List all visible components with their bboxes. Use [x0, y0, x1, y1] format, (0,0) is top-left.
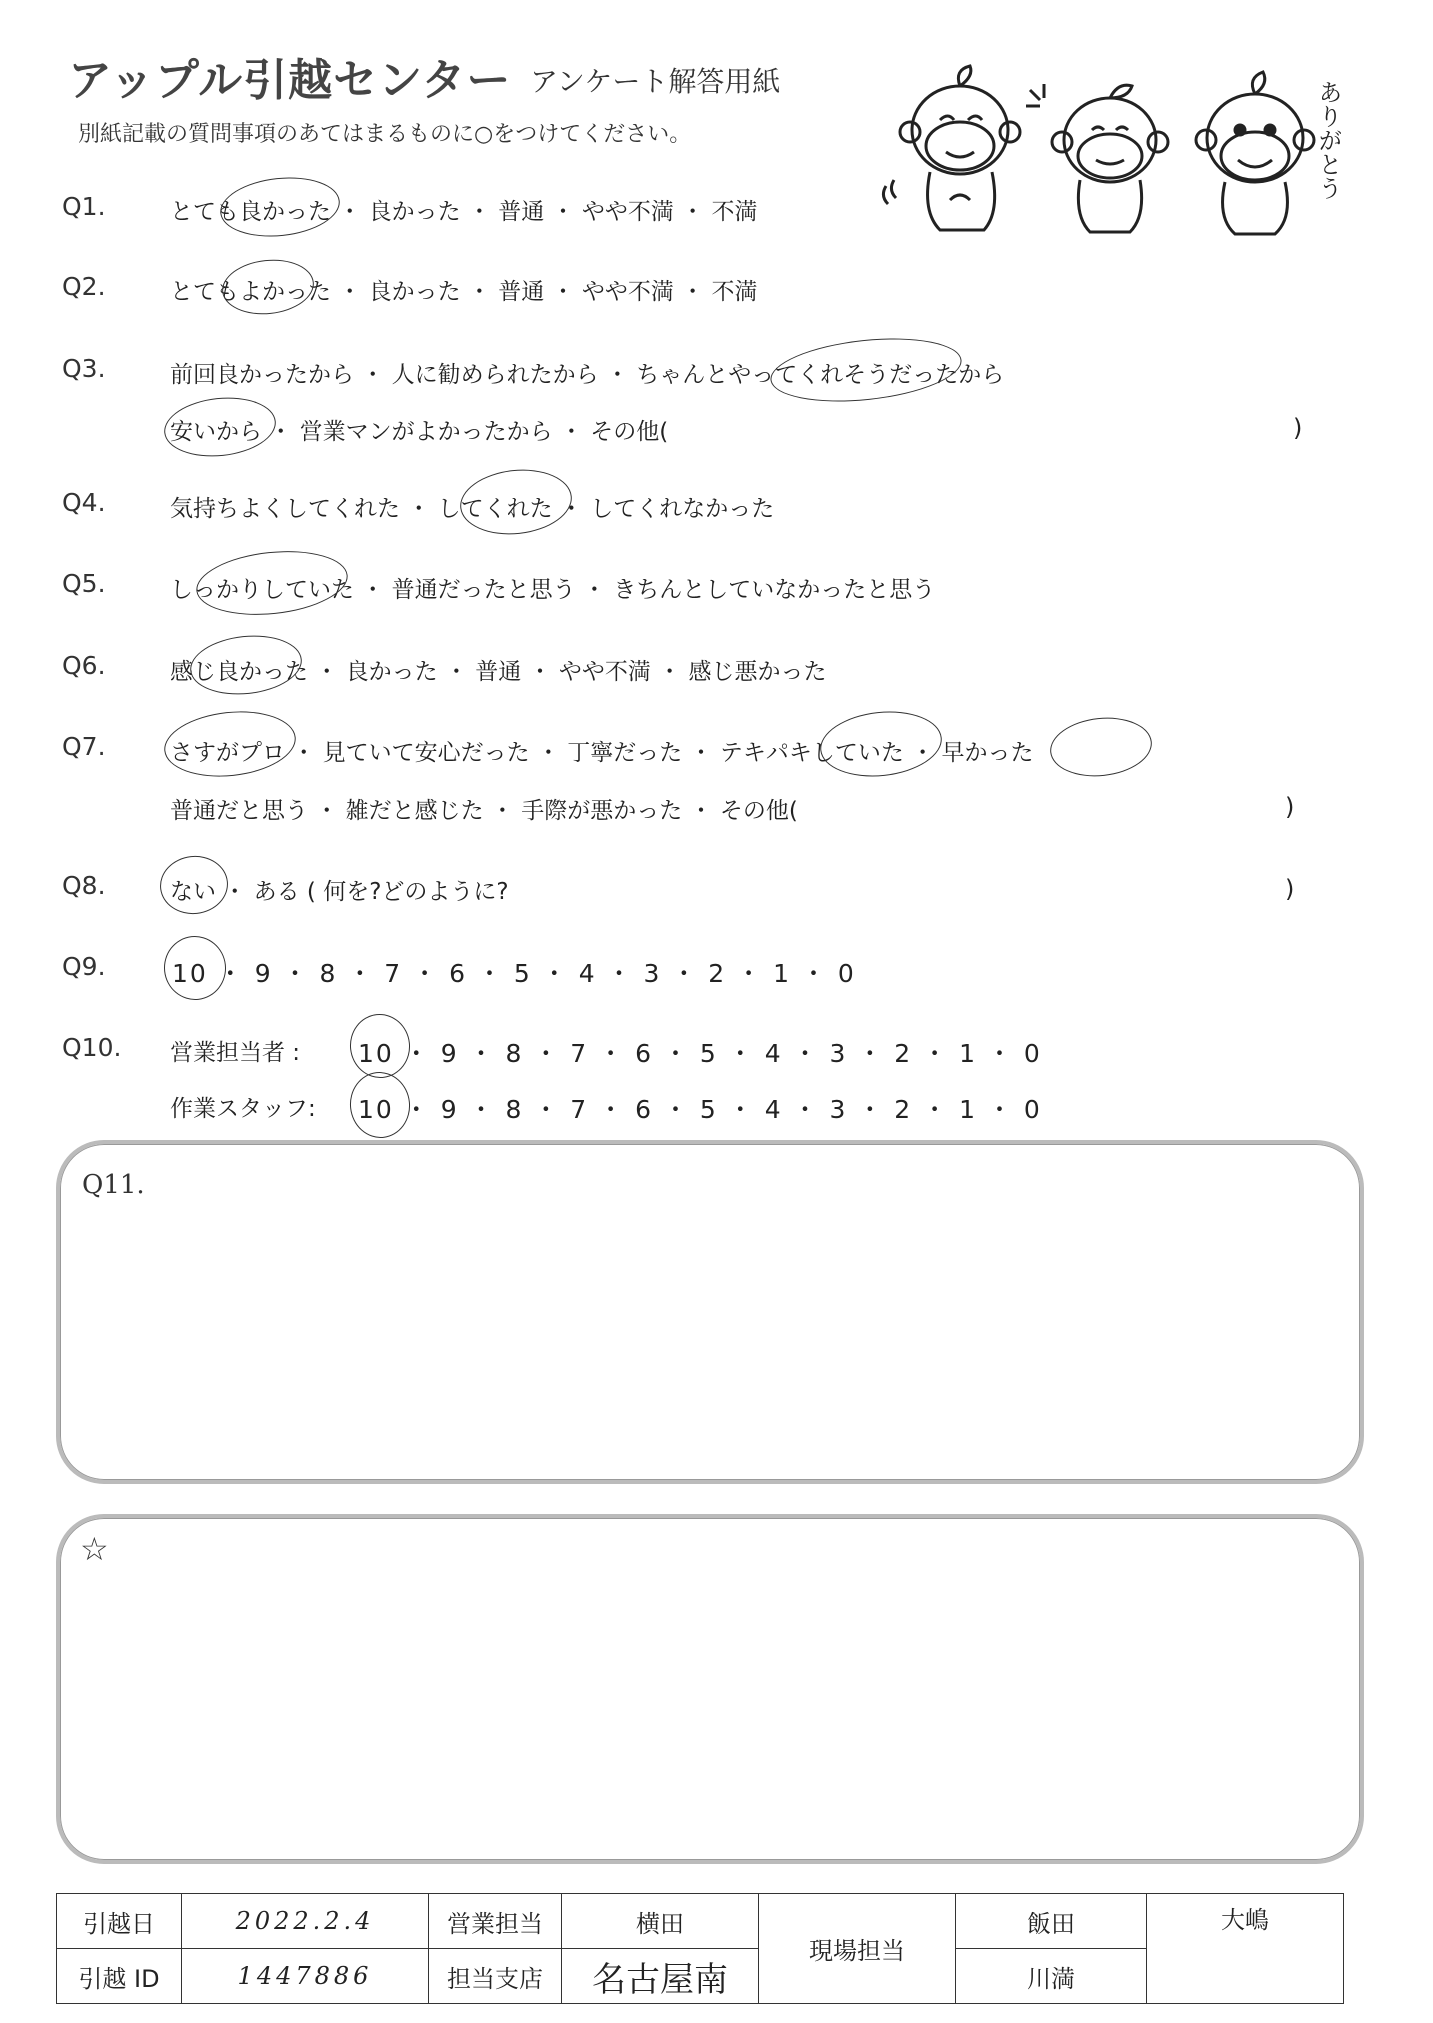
q7-answer-circle-1	[161, 705, 299, 782]
q8-answer-circle	[157, 853, 231, 918]
q7-answer-circle-2	[817, 706, 945, 782]
q6-label: Q6.	[62, 651, 106, 680]
q9-label: Q9.	[62, 952, 106, 981]
q3-label: Q3.	[62, 354, 106, 383]
move-date-label: 引越日	[57, 1894, 182, 1949]
site-label: 現場担当	[759, 1894, 956, 2004]
q10-staff-answer-circle	[347, 1069, 414, 1141]
q9-answer-circle	[161, 933, 229, 1003]
q10-label: Q10.	[62, 1033, 122, 1062]
instruction-text: 別紙記載の質問事項のあてはまるものに○をつけてください。	[78, 122, 692, 147]
q4-options: 気持ちよくしてくれた ・ してくれた ・ してくれなかった	[170, 496, 775, 522]
q10-sales-answer-circle	[347, 1011, 413, 1081]
q3-answer-circle-1	[767, 330, 964, 410]
site-staff-1: 飯田	[956, 1894, 1147, 1949]
q3-options-line2: 安いから ・ 営業マンがよかったから ・ その他(	[170, 419, 669, 445]
q5-options: しっかりしていた ・ 普通だったと思う ・ きちんとしていなかったと思う	[170, 577, 936, 603]
q2-label: Q2.	[62, 272, 106, 301]
q11-label: Q11.	[82, 1170, 145, 1200]
form-subtitle: アンケート解答用紙	[530, 65, 781, 98]
star-comment-box	[56, 1514, 1364, 1864]
move-id-value: 1447886	[182, 1949, 429, 2004]
star-label: ☆	[80, 1530, 109, 1568]
sales-label: 営業担当	[429, 1894, 562, 1949]
q4-answer-circle	[457, 464, 575, 539]
q3-close-paren: )	[1293, 414, 1303, 442]
q3-answer-circle-2	[161, 392, 278, 461]
q6-answer-circle	[187, 630, 304, 699]
q10-staff-label: 作業スタッフ:	[170, 1096, 316, 1122]
q1-options: とても良かった ・ 良かった ・ 普通 ・ やや不満 ・ 不満	[170, 199, 758, 225]
move-date-value: 2022.2.4	[182, 1894, 429, 1949]
q7-close-paren: )	[1285, 793, 1295, 821]
thanks-text: ありがとう	[1314, 80, 1342, 200]
q8-close-paren: )	[1285, 875, 1295, 903]
q5-label: Q5.	[62, 569, 106, 598]
q1-answer-circle	[217, 172, 342, 242]
sales-value: 横田	[562, 1894, 759, 1949]
q7-options-line1: さすがプロ ・ 見ていて安心だった ・ 丁寧だった ・ テキパキしていた ・ 早かった	[170, 740, 1034, 766]
move-id-label: 引越 ID	[57, 1949, 182, 2004]
branch-label: 担当支店	[429, 1949, 562, 2004]
q4-label: Q4.	[62, 488, 106, 517]
q9-scale: 10 ・ 9 ・ 8 ・ 7 ・ 6 ・ 5 ・ 4 ・ 3 ・ 2 ・ 1 ・ 0	[172, 959, 856, 988]
q6-options: 感じ良かった ・ 良かった ・ 普通 ・ やや不満 ・ 感じ悪かった	[170, 659, 827, 685]
q7-label: Q7.	[62, 732, 106, 761]
q1-label: Q1.	[62, 192, 106, 221]
monkey-mascots-illustration	[880, 60, 1350, 250]
q2-options: とてもよかった ・ 良かった ・ 普通 ・ やや不満 ・ 不満	[170, 279, 758, 305]
q5-answer-circle	[193, 544, 351, 622]
branch-value: 名古屋南	[562, 1949, 759, 2004]
q8-options: ない ・ ある ( 何を?どのように?	[170, 879, 509, 905]
company-title: アップル引越センター	[68, 55, 512, 106]
site-staff-3: 大嶋	[1147, 1894, 1344, 2004]
site-staff-2: 川満	[956, 1949, 1147, 2004]
q10-sales-label: 営業担当者 :	[170, 1040, 301, 1066]
q10-sales-scale: 10 ・ 9 ・ 8 ・ 7 ・ 6 ・ 5 ・ 4 ・ 3 ・ 2 ・ 1 ・ 0	[358, 1039, 1042, 1068]
q3-options-line1: 前回良かったから ・ 人に勧められたから ・ ちゃんとやってくれそうだったから	[170, 362, 1005, 388]
q7-answer-circle-3	[1047, 713, 1155, 781]
q7-options-line2: 普通だと思う ・ 雑だと感じた ・ 手際が悪かった ・ その他(	[170, 798, 798, 824]
move-info-table	[56, 1893, 1344, 2004]
q10-staff-scale: 10 ・ 9 ・ 8 ・ 7 ・ 6 ・ 5 ・ 4 ・ 3 ・ 2 ・ 1 ・ 0	[358, 1095, 1042, 1124]
q11-comment-box	[56, 1140, 1364, 1484]
q8-label: Q8.	[62, 871, 106, 900]
q2-answer-circle	[219, 255, 316, 318]
